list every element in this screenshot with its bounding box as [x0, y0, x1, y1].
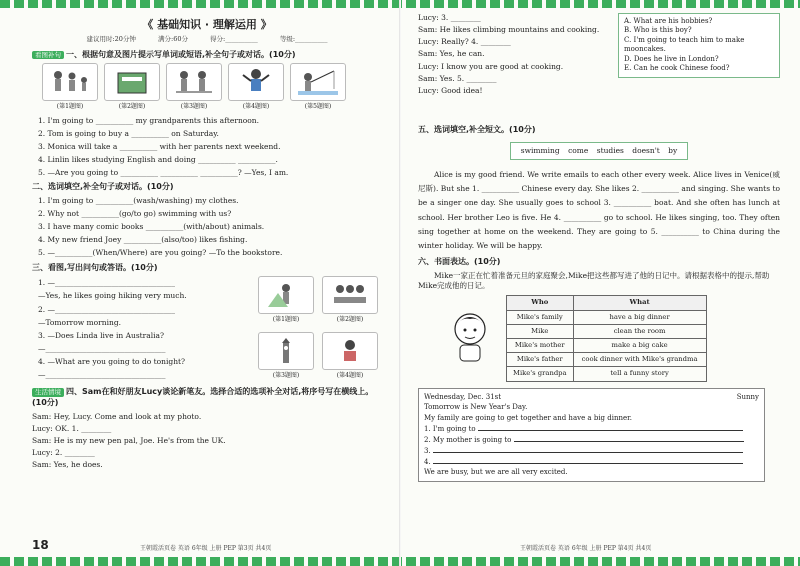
meta-row	[32, 35, 382, 44]
right-footer: 王朝霞活页卷 英语 6年级 上册 PEP 第4页 共4页	[520, 545, 652, 552]
picture-3: (第3题图)	[166, 63, 222, 111]
dialog-block	[418, 13, 780, 121]
picture-5: (第5题图)	[290, 63, 346, 111]
s3-picture-4: (第4题图)	[322, 332, 378, 384]
s4-line-4[interactable]: Lucy: 2. ________	[32, 448, 95, 458]
task-table	[506, 295, 707, 381]
diary-header	[424, 392, 759, 403]
s3-line-3[interactable]: 2. —________________________________	[38, 304, 176, 314]
s1-line-4[interactable]: 4. Linlin likes studying English and doing __________ __________.	[38, 154, 278, 164]
s3-line-7: 4. —What are you going to do tonight?	[38, 357, 186, 367]
dialog-line-7: Lucy: Good idea!	[418, 85, 483, 95]
s1-line-3[interactable]: 3. Monica will take a __________ with her parents next weekend.	[38, 141, 281, 151]
options-box	[618, 13, 780, 78]
table-row: Mike's family have a big dinner	[507, 310, 707, 324]
diary-line-6[interactable]: 4.	[424, 457, 759, 468]
full-score: 满分:60分	[158, 34, 188, 43]
section-2-heading: 二、选词填空,补全句子或对话。(10分)	[32, 182, 174, 192]
page-title: 《 基础知识 · 理解运用 》	[142, 18, 272, 31]
diary-blank-2[interactable]	[514, 441, 744, 442]
section-6-intro: Mike一家正在忙着准备元旦的家庭聚会,Mike把这些都写进了他的日记中。请根据表格中的提示,帮助Mike完成他的日记。	[418, 271, 770, 291]
table-header-what: What	[573, 296, 706, 310]
section-3-body	[32, 276, 382, 383]
table-row: Mike clean the room	[507, 324, 707, 338]
s3-line-5: 3. —Does Linda live in Australia?	[38, 330, 165, 340]
s1-line-1[interactable]: 1. I'm going to __________ my grandparents this afternoon.	[38, 115, 260, 125]
section-1-pictures	[42, 63, 382, 111]
table-row: Mike's grandpa tell a funny story	[507, 367, 707, 381]
people-meeting-icon	[330, 281, 370, 309]
s2-line-5[interactable]: 5. —__________(When/Where) are you going? —To the bookstore.	[38, 248, 283, 258]
dialog-line-4: Sam: Yes, he can.	[418, 49, 485, 59]
s3-line-6[interactable]: —________________________________	[38, 343, 166, 353]
diary-line-1: Tomorrow is New Year's Day.	[424, 403, 528, 412]
page-fold	[399, 0, 401, 566]
table-header-who: Who	[507, 296, 574, 310]
section-3-questions	[32, 276, 250, 383]
option-c: C. I'm going to teach him to make mooncakes.	[624, 35, 745, 54]
section-4-tag: 生活情境	[32, 388, 64, 397]
diary-box	[418, 388, 765, 483]
s1-line-2[interactable]: 2. Tom is going to buy a __________ on Saturday.	[38, 128, 219, 138]
option-e: E. Can he cook Chinese food?	[624, 64, 730, 73]
dialog-line-2: Sam: He likes climbing mountains and cooking.	[418, 25, 600, 35]
s4-line-5: Sam: Yes, he does.	[32, 460, 103, 470]
dialog-line-6[interactable]: Sam: Yes. 5. ________	[418, 73, 497, 83]
trip-icon	[172, 67, 216, 97]
section-4-heading: 生活情境 四、Sam在和好朋友Lucy谈论新笔友。选择合适的选项补全对话,将序号写在横线上。(10分)	[32, 387, 374, 408]
s3-picture-2: (第2题图)	[322, 276, 378, 328]
fishing-icon	[296, 67, 340, 97]
page-number: 18	[32, 538, 49, 552]
option-d: D. Does he live in London?	[624, 54, 719, 63]
s2-line-1[interactable]: 1. I'm going to __________(wash/washing) my clothes.	[38, 195, 239, 205]
diary-line-5[interactable]: 3.	[424, 446, 759, 457]
left-page	[32, 12, 382, 473]
option-a: A. What are his hobbies?	[624, 17, 713, 25]
diary-blank-3[interactable]	[433, 452, 743, 453]
diary-line-3[interactable]: 1. I'm going to	[424, 424, 759, 435]
diary-line-4[interactable]: 2. My mother is going to	[424, 435, 759, 446]
picture-4: (第4题图)	[228, 63, 284, 111]
right-page	[418, 12, 780, 482]
table-row: Mike's mother make a big cake	[507, 338, 707, 352]
s3-picture-1: (第1题图)	[258, 276, 314, 328]
family-walk-icon	[48, 67, 92, 97]
s2-line-3[interactable]: 3. I have many comic books __________(with/about) animals.	[38, 222, 265, 232]
girl-reading-icon	[330, 337, 370, 365]
section-3-heading: 三、看图,写出问句或答语。(10分)	[32, 262, 158, 272]
s1-line-5[interactable]: 5. —Are you going to __________ __________ __________? —Yes, I am.	[38, 168, 289, 177]
suggested-time: 建议用时:20分钟	[86, 34, 136, 43]
hiking-icon	[266, 281, 306, 309]
section-3-pictures	[258, 276, 382, 383]
s3-picture-3: (第3题图)	[258, 332, 314, 384]
boy-exercise-icon	[234, 67, 278, 97]
score-field: 得分:__________	[210, 34, 258, 43]
passage[interactable]: Alice is my good friend. We write emails to each other every week. Alice lives in Venice(威尼斯). But she 1. __________ Chinese every day. She likes 2. __________ and singing. She wants to be a singer one day. She usually goes to school 3. __________ boat. And she often has lunch at school. Her brother Leo is five. He 4. __________ go to school. He likes singing, too. They often sing together at home on the weekend. They are going to 5. __________ to China during the winter holiday. We will be happy.	[418, 169, 780, 251]
s3-line-8[interactable]: —________________________________	[38, 370, 166, 380]
dialog-line-1[interactable]: Lucy: 3. ________	[418, 13, 481, 22]
diary-blank-1[interactable]	[478, 430, 743, 431]
picture-2: (第2题图)	[104, 63, 160, 111]
dialog-line-5: Lucy: I know you are good at cooking.	[418, 61, 564, 71]
picture-1: (第1题图)	[42, 63, 98, 111]
diary-weather: Sunny	[736, 392, 759, 401]
dialog-line-3[interactable]: Lucy: Really? 4. ________	[418, 37, 511, 47]
table-area	[418, 295, 780, 381]
option-b: B. Who is this boy?	[624, 26, 692, 35]
s2-line-4[interactable]: 4. My new friend Joey __________(also/too) likes fishing.	[38, 235, 248, 245]
s3-line-1[interactable]: 1. —________________________________	[38, 278, 176, 288]
s2-line-2[interactable]: 2. Why not __________(go/to go) swimming with us?	[38, 209, 232, 219]
book-icon	[110, 67, 154, 97]
s4-line-1: Sam: Hey, Lucy. Come and look at my photo.	[32, 411, 202, 421]
s3-line-2: —Yes, he likes going hiking very much.	[38, 291, 187, 301]
section-1-heading: 看图补句 一、根据句意及图片提示写单词或短语,补全句子或对话。(10分)	[32, 50, 382, 61]
section-1-tag: 看图补句	[32, 51, 64, 60]
word-bank: swimming come studies doesn't by	[510, 142, 688, 160]
s4-line-3: Sam: He is my new pen pal, Joe. He's from the UK.	[32, 436, 226, 446]
s4-line-2[interactable]: Lucy: OK. 1. ________	[32, 424, 112, 434]
section-6-heading: 六、书面表达。(10分)	[418, 257, 501, 267]
left-footer: 王朝霞活页卷 英语 6年级 上册 PEP 第3页 共4页	[140, 545, 272, 552]
diary-blank-4[interactable]	[433, 463, 743, 464]
boy-avatar-icon	[448, 309, 492, 363]
table-row: Mike's father cook dinner with Mike's grandma	[507, 353, 707, 367]
s3-line-4: —Tomorrow morning.	[38, 317, 122, 327]
section-5-heading: 五、选词填空,补全短文。(10分)	[418, 125, 536, 134]
diary-date: Wednesday, Dec. 31st	[424, 392, 502, 401]
diary-line-7: We are busy, but we are all very excited.	[424, 468, 568, 477]
diary-line-2: My family are going to get together and have a big dinner.	[424, 414, 632, 423]
grade-field: 等级:__________	[279, 34, 328, 43]
big-ben-icon	[266, 337, 306, 365]
